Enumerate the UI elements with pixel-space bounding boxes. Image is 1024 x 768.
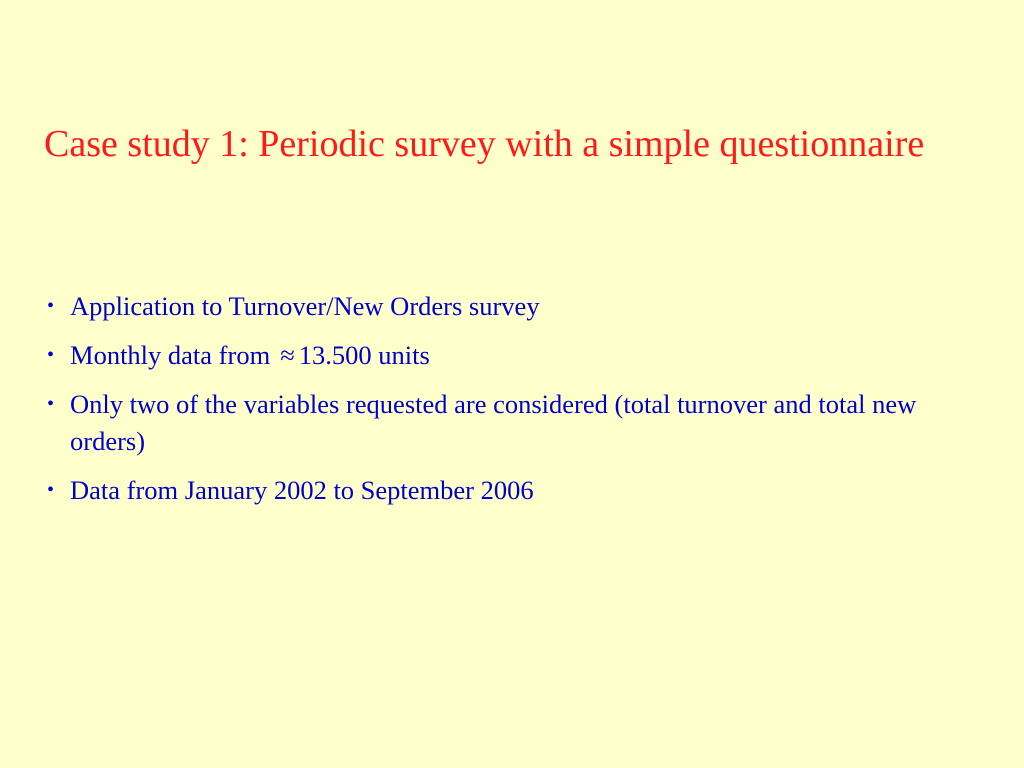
bullet-text: Application to Turnover/New Orders survey	[70, 291, 540, 321]
bullet-item	[44, 472, 994, 509]
bullet-list	[44, 288, 994, 521]
slide-title: Case study 1: Periodic survey with a simple questionnaire	[44, 123, 925, 165]
bullet-text-prefix: Monthly data from	[70, 340, 271, 370]
bullet-icon: •	[47, 295, 55, 317]
approx-icon: ≈	[280, 340, 295, 370]
bullet-item	[44, 386, 994, 460]
bullet-item	[44, 288, 994, 325]
bullet-text: Only two of the variables requested are considered (total turnover and total new orders)	[70, 389, 917, 456]
bullet-icon: •	[47, 393, 55, 415]
bullet-text: Data from January 2002 to September 2006	[70, 475, 534, 505]
bullet-item	[44, 337, 994, 374]
bullet-text-suffix: 13.500 units	[298, 340, 430, 370]
bullet-icon: •	[47, 344, 55, 366]
bullet-icon: •	[47, 479, 55, 501]
